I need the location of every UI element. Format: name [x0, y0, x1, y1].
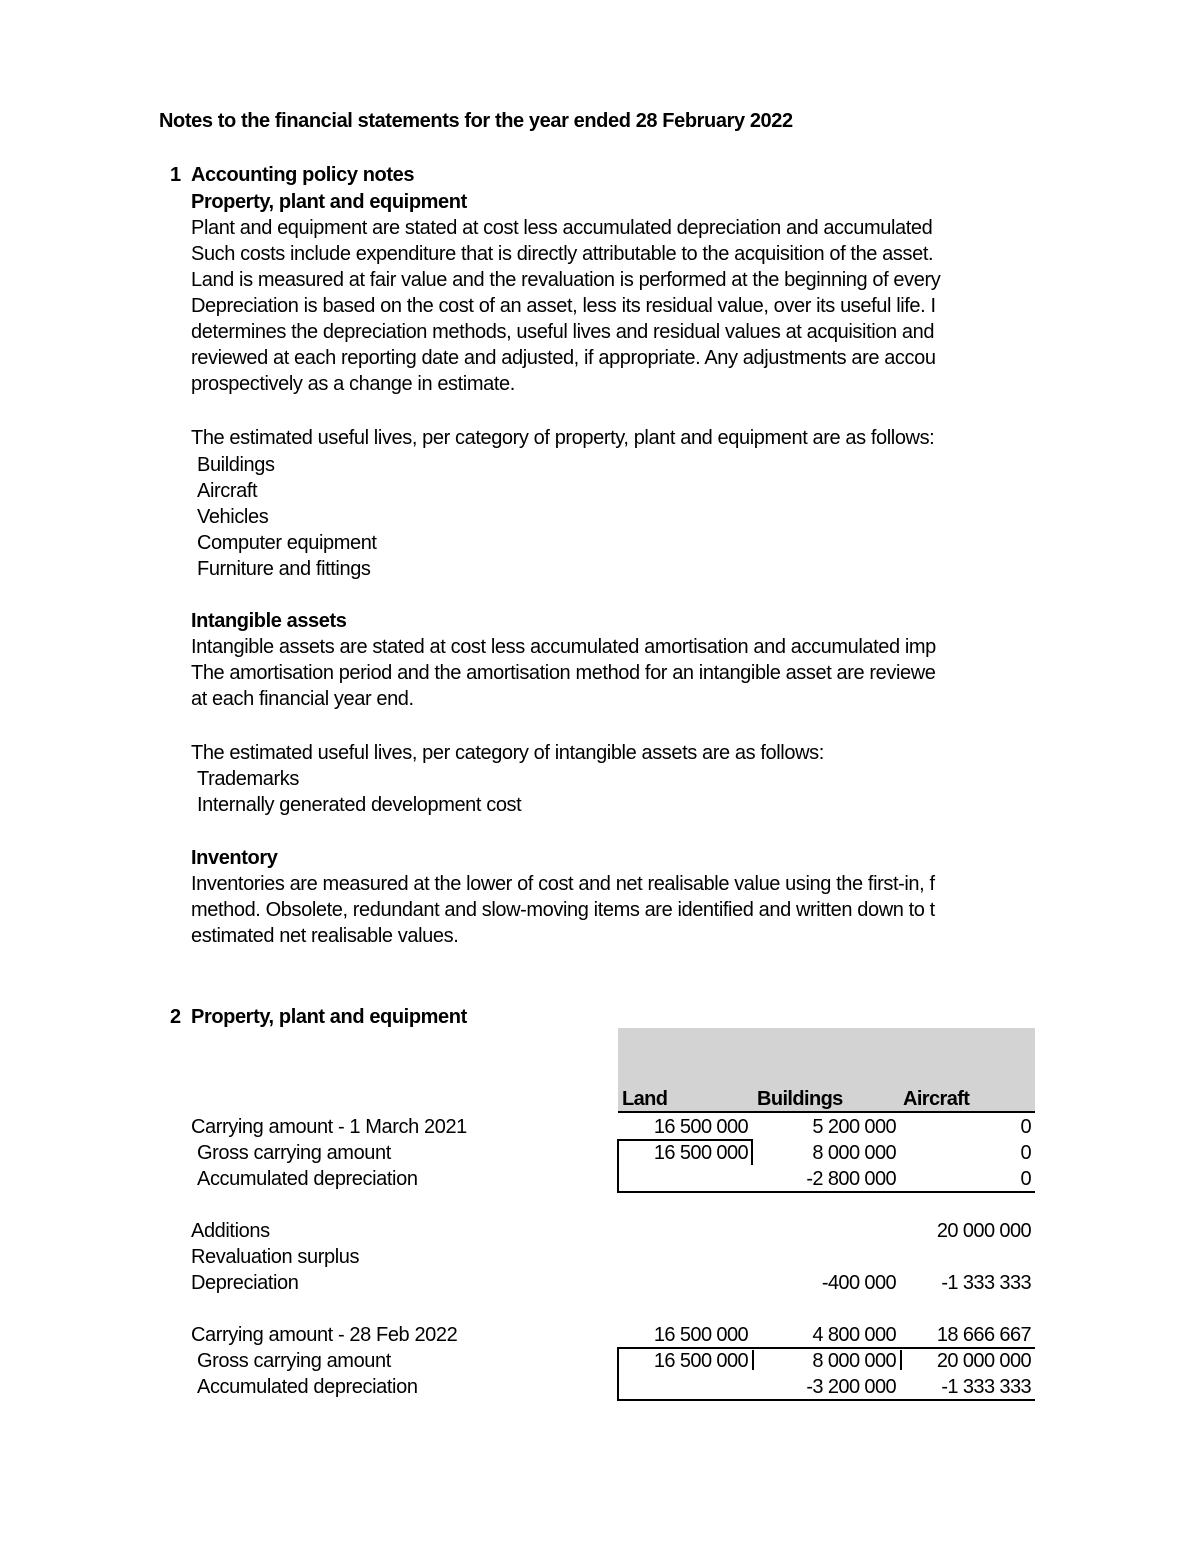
intangibles-lives-intro: The estimated useful lives, per category of intangible assets are as follows: — [191, 742, 824, 764]
table-cell-land: 16 500 000 — [653, 1350, 748, 1372]
column-header-buildings: Buildings — [757, 1088, 843, 1110]
intangibles-category-item: Internally generated development cost — [197, 794, 522, 816]
ppe-policy-text — [191, 215, 1034, 405]
ppe-category-item: Aircraft — [197, 480, 258, 502]
inventory-policy-line: estimated net realisable values. — [191, 925, 459, 947]
ppe-category-item: Furniture and fittings — [197, 558, 371, 580]
table-cell-land: 16 500 000 — [653, 1324, 748, 1346]
ppe-policy-line: prospectively as a change in estimate. — [191, 373, 515, 395]
table-cell-aircraft: 0 — [1020, 1142, 1031, 1164]
cell-border — [751, 1139, 753, 1165]
inventory-policy-text — [191, 871, 1034, 951]
intangibles-category-item: Trademarks — [197, 768, 299, 790]
row-label: Accumulated depreciation — [197, 1376, 418, 1398]
note1-number: 1 — [170, 164, 181, 186]
ppe-category-item: Computer equipment — [197, 532, 377, 554]
intangibles-policy-text — [191, 634, 1034, 714]
row-label: Carrying amount - 28 Feb 2022 — [191, 1324, 458, 1346]
note2-number: 2 — [170, 1006, 181, 1028]
table-cell-aircraft: 0 — [1020, 1168, 1031, 1190]
table-cell-aircraft: -1 333 333 — [941, 1272, 1031, 1294]
table-cell-aircraft: -1 333 333 — [941, 1376, 1031, 1398]
note1-heading: Accounting policy notes — [191, 164, 415, 186]
row-label: Gross carrying amount — [197, 1350, 391, 1372]
cell-border — [617, 1399, 1035, 1401]
intangibles-heading: Intangible assets — [191, 610, 347, 632]
cell-border — [618, 1139, 752, 1141]
column-header-land: Land — [622, 1088, 668, 1110]
cell-border — [900, 1350, 902, 1370]
row-label: Gross carrying amount — [197, 1142, 391, 1164]
table-cell-buildings: 8 000 000 — [812, 1142, 896, 1164]
table-cell-aircraft: 18 666 667 — [936, 1324, 1031, 1346]
table-cell-buildings: -2 800 000 — [806, 1168, 896, 1190]
table-cell-land: 16 500 000 — [653, 1116, 748, 1138]
table-cell-aircraft: 0 — [1020, 1116, 1031, 1138]
ppe-policy-line: Land is measured at fair value and the revaluation is performed at the beginning of every — [191, 269, 941, 291]
inventory-heading: Inventory — [191, 847, 278, 869]
inventory-policy-line: Inventories are measured at the lower of cost and net realisable value using the first-in, f — [191, 873, 935, 895]
table-cell-buildings: 4 800 000 — [812, 1324, 896, 1346]
row-label: Depreciation — [191, 1272, 299, 1294]
table-cell-buildings: -400 000 — [821, 1272, 896, 1294]
ppe-policy-line: Such costs include expenditure that is directly attributable to the acquisition of the asset. — [191, 243, 934, 265]
ppe-category-item: Buildings — [197, 454, 275, 476]
cell-border — [617, 1139, 619, 1192]
cell-border — [618, 1347, 1035, 1349]
row-label: Revaluation surplus — [191, 1246, 360, 1268]
cell-border — [752, 1350, 754, 1370]
row-label: Carrying amount - 1 March 2021 — [191, 1116, 467, 1138]
table-cell-aircraft: 20 000 000 — [936, 1220, 1031, 1242]
ppe-category-item: Vehicles — [197, 506, 269, 528]
table-cell-buildings: -3 200 000 — [806, 1376, 896, 1398]
table-cell-aircraft: 20 000 000 — [936, 1350, 1031, 1372]
ppe-policy-line: determines the depreciation methods, useful lives and residual values at acquisition and — [191, 321, 935, 343]
cell-border — [617, 1347, 619, 1400]
header-rule — [618, 1111, 1035, 1113]
intangibles-policy-line: The amortisation period and the amortisation method for an intangible asset are reviewe — [191, 662, 936, 684]
note2-heading: Property, plant and equipment — [191, 1006, 467, 1028]
inventory-policy-line: method. Obsolete, redundant and slow-moving items are identified and written down to t — [191, 899, 935, 921]
ppe-lives-intro-wrap — [191, 425, 1034, 453]
ppe-policy-line: reviewed at each reporting date and adjusted, if appropriate. Any adjustments are accou — [191, 347, 936, 369]
page-title: Notes to the financial statements for the year ended 28 February 2022 — [159, 110, 793, 132]
table-cell-land: 16 500 000 — [653, 1142, 748, 1164]
ppe-lives-intro: The estimated useful lives, per category of property, plant and equipment are as follows: — [191, 427, 935, 449]
intangibles-policy-line: at each financial year end. — [191, 688, 414, 710]
ppe-policy-line: Plant and equipment are stated at cost less accumulated depreciation and accumulated — [191, 217, 933, 239]
row-label: Accumulated depreciation — [197, 1168, 418, 1190]
column-header-aircraft: Aircraft — [903, 1088, 970, 1110]
table-cell-buildings: 5 200 000 — [812, 1116, 896, 1138]
cell-border — [617, 1191, 1035, 1193]
table-cell-buildings: 8 000 000 — [812, 1350, 896, 1372]
ppe-policy-line: Depreciation is based on the cost of an asset, less its residual value, over its useful life. I — [191, 295, 936, 317]
row-label: Additions — [191, 1220, 270, 1242]
ppe-policy-heading: Property, plant and equipment — [191, 191, 467, 213]
intangibles-policy-line: Intangible assets are stated at cost less accumulated amortisation and accumulated imp — [191, 636, 936, 658]
